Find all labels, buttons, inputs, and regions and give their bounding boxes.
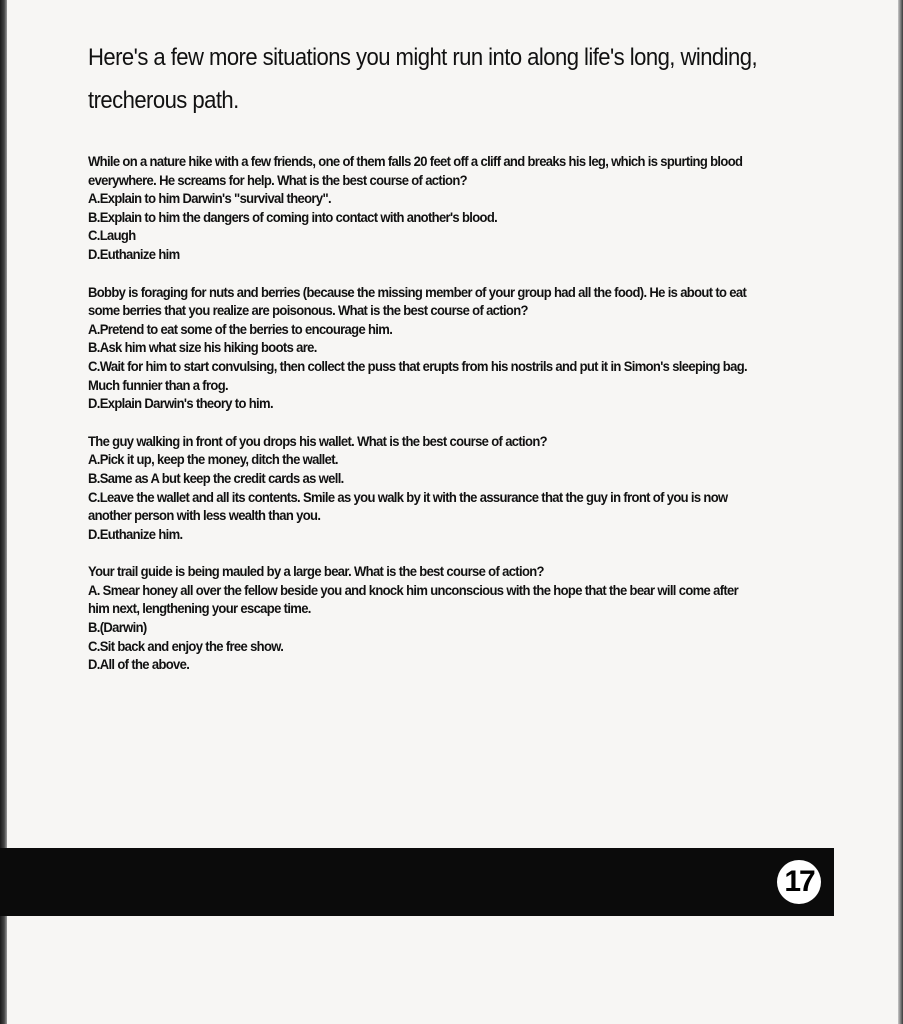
question-prompt: Your trail guide is being mauled by a large bear. What is the best course of action? [88, 563, 544, 580]
answer-option: D.Euthanize him [88, 245, 180, 262]
answer-option: C.Leave the wallet and all its contents. Smile as you walk by it with the assurance that the guy in front of you is now another person with less wealth than you. [88, 488, 728, 524]
question-block [88, 432, 758, 544]
answer-option: C.Sit back and enjoy the free show. [88, 637, 284, 654]
answer-option: B.Same as A but keep the credit cards as well. [88, 469, 344, 486]
page-edge-right [898, 0, 903, 1024]
question-block [88, 283, 758, 413]
answer-option: A.Explain to him Darwin's "survival theory". [88, 190, 331, 207]
question-prompt: Bobby is foraging for nuts and berries (because the missing member of your group had all the food). He is about to eat some berries that you realize are poisonous. What is the best course of action? [88, 283, 747, 319]
answer-option: B.Explain to him the dangers of coming into contact with another's blood. [88, 208, 498, 225]
answer-option: C.Wait for him to start convulsing, then collect the puss that erupts from his nostrils and put it in Simon's sleeping bag. Much funnier than a frog. [88, 357, 747, 393]
answer-option: A. Smear honey all over the fellow beside you and knock him unconscious with the hope that the bear will come after him next, lengthening your escape time. [88, 581, 739, 617]
footer-bar [0, 848, 834, 916]
page-number-badge: 17 [777, 860, 821, 904]
question-block [88, 562, 758, 674]
answer-option: B.(Darwin) [88, 619, 147, 636]
answer-option: D.Euthanize him. [88, 525, 183, 542]
answer-option: C.Laugh [88, 227, 136, 244]
question-prompt: While on a nature hike with a few friends, one of them falls 20 feet off a cliff and breaks his leg, which is spurting blood everywhere. He screams for help. What is the best course of action? [88, 153, 743, 188]
answer-option: B.Ask him what size his hiking boots are. [88, 339, 317, 356]
answer-option: D.All of the above. [88, 656, 190, 673]
page-content [88, 36, 778, 693]
question-prompt: The guy walking in front of you drops his wallet. What is the best course of action? [88, 432, 547, 449]
answer-option: A.Pick it up, keep the money, ditch the wallet. [88, 451, 338, 468]
answer-option: D.Explain Darwin's theory to him. [88, 395, 273, 412]
question-block [88, 152, 758, 264]
answer-option: A.Pretend to eat some of the berries to encourage him. [88, 320, 393, 337]
intro-heading: Here's a few more situations you might run into along life's long, winding, trecherous path. [88, 44, 758, 114]
